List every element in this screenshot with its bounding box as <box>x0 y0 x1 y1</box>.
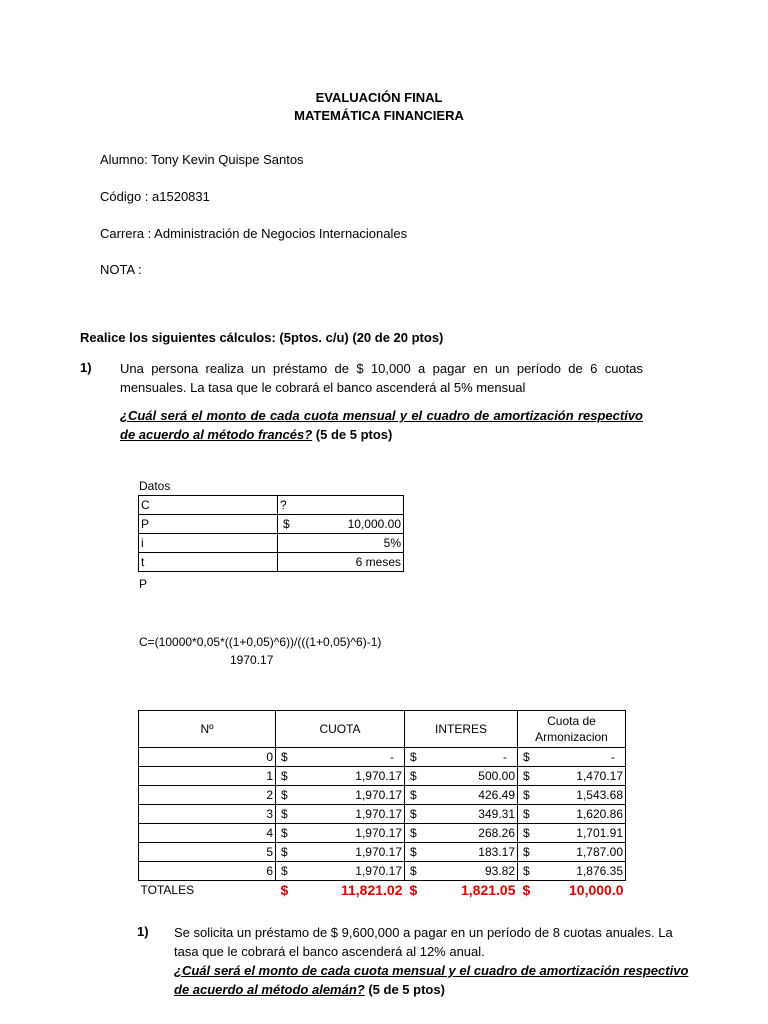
header-cuota: CUOTA <box>276 711 405 748</box>
period-cell: 6 <box>139 862 276 881</box>
period-cell: 0 <box>139 748 276 767</box>
datos-row <box>139 534 404 553</box>
datos-value: ? <box>278 496 404 515</box>
amortizacion-cell: $ 1,876.35 <box>518 862 626 881</box>
period-cell: 4 <box>139 824 276 843</box>
period-cell: 5 <box>139 843 276 862</box>
datos-value: 5% <box>278 534 404 553</box>
datos-row <box>139 515 404 534</box>
datos-label: P <box>139 515 278 534</box>
amortizacion-cell: $ 1,701.91 <box>518 824 626 843</box>
interes-cell: $ 426.49 <box>405 786 518 805</box>
datos-label: t <box>139 553 278 572</box>
table-row <box>139 767 626 786</box>
period-cell: 1 <box>139 767 276 786</box>
q1-question: ¿Cuál será el monto de cada cuota mensual y el cuadro de amortización respectivo de acuerdo al método francés? <box>120 408 643 442</box>
cuota-cell: $ 1,970.17 <box>276 786 405 805</box>
cuota-cell: $ 1,970.17 <box>276 824 405 843</box>
datos-title: Datos <box>139 479 171 493</box>
amortizacion-cell: $ - <box>518 748 626 767</box>
q1-number: 1) <box>80 360 92 375</box>
datos-label: i <box>139 534 278 553</box>
q2-score: (5 de 5 ptos) <box>364 982 445 997</box>
q1-text: Una persona realiza un préstamo de $ 10,000 a pagar en un período de 6 cuotas mensuales. La tasa que le cobrará el banco ascenderá al 5% mensual <box>120 361 643 395</box>
cuota-cell: $ 1,970.17 <box>276 862 405 881</box>
title-line-1: EVALUACIÓN FINAL <box>315 90 443 105</box>
amortization-header-row <box>139 711 626 748</box>
cuota-cell: $ - <box>276 748 405 767</box>
table-row <box>139 805 626 824</box>
table-row <box>139 862 626 881</box>
amortizacion-cell: $ 1,470.17 <box>518 767 626 786</box>
interes-cell: $ 93.82 <box>405 862 518 881</box>
header-amortizacion: Cuota de Armonizacion <box>518 711 626 748</box>
cuota-cell: $ 1,970.17 <box>276 767 405 786</box>
period-cell: 2 <box>139 786 276 805</box>
amortizacion-cell: $ 1,543.68 <box>518 786 626 805</box>
datos-row <box>139 553 404 572</box>
amortizacion-cell: $ 1,787.00 <box>518 843 626 862</box>
datos-after-label: P <box>139 577 148 591</box>
table-row <box>139 843 626 862</box>
instructions: Realice los siguientes cálculos: (5ptos. c/u) (20 de 20 ptos) <box>80 330 444 345</box>
q2-number: 1) <box>137 924 149 939</box>
q2-text: Se solicita un préstamo de $ 9,600,000 a pagar en un período de 8 cuotas anuales. La tasa que le cobrará el banco ascenderá al 12% anual. <box>174 925 673 959</box>
period-cell: 3 <box>139 805 276 824</box>
totals-row <box>139 881 626 900</box>
cuota-cell: $ 1,970.17 <box>276 805 405 824</box>
totals-amortizacion: $ 10,000.0 <box>522 882 624 898</box>
q2-question: ¿Cuál será el monto de cada cuota mensual y el cuadro de amortización respectivo de acuerdo al método alemán? <box>174 963 689 997</box>
interes-cell: $ 183.17 <box>405 843 518 862</box>
table-row <box>139 824 626 843</box>
formula-expression: C=(10000*0,05*((1+0,05)^6))/(((1+0,05)^6)-1) <box>139 635 382 649</box>
interes-cell: $ 268.26 <box>405 824 518 843</box>
totals-interes: $ 1,821.05 <box>409 882 516 898</box>
q1-question-block <box>120 406 643 444</box>
datos-table <box>138 495 404 572</box>
header-n: Nº <box>139 711 276 748</box>
student-career: Carrera : Administración de Negocios Internacionales <box>100 226 408 241</box>
interes-cell: $ 349.31 <box>405 805 518 824</box>
datos-row <box>139 496 404 515</box>
totals-cuota: $ 11,821.02 <box>280 882 403 898</box>
amortization-table <box>138 710 626 899</box>
datos-value: 6 meses <box>278 553 404 572</box>
cuota-cell: $ 1,970.17 <box>276 843 405 862</box>
student-name: Alumno: Tony Kevin Quispe Santos <box>100 152 304 167</box>
datos-value: $ 10,000.00 <box>278 515 404 534</box>
student-code: Código : a1520831 <box>100 189 210 204</box>
interes-cell: $ - <box>405 748 518 767</box>
title-line-2: MATEMÁTICA FINANCIERA <box>294 108 464 123</box>
formula-result: 1970.17 <box>230 653 274 667</box>
header-interes: INTERES <box>405 711 518 748</box>
interes-cell: $ 500.00 <box>405 767 518 786</box>
totals-label: TOTALES <box>140 883 195 897</box>
q1-score: (5 de 5 ptos) <box>312 427 393 442</box>
datos-label: C <box>139 496 278 515</box>
amortizacion-cell: $ 1,620.86 <box>518 805 626 824</box>
table-row <box>139 786 626 805</box>
grade-label: NOTA : <box>100 262 142 277</box>
table-row <box>139 748 626 767</box>
q2-question-block <box>174 961 700 999</box>
